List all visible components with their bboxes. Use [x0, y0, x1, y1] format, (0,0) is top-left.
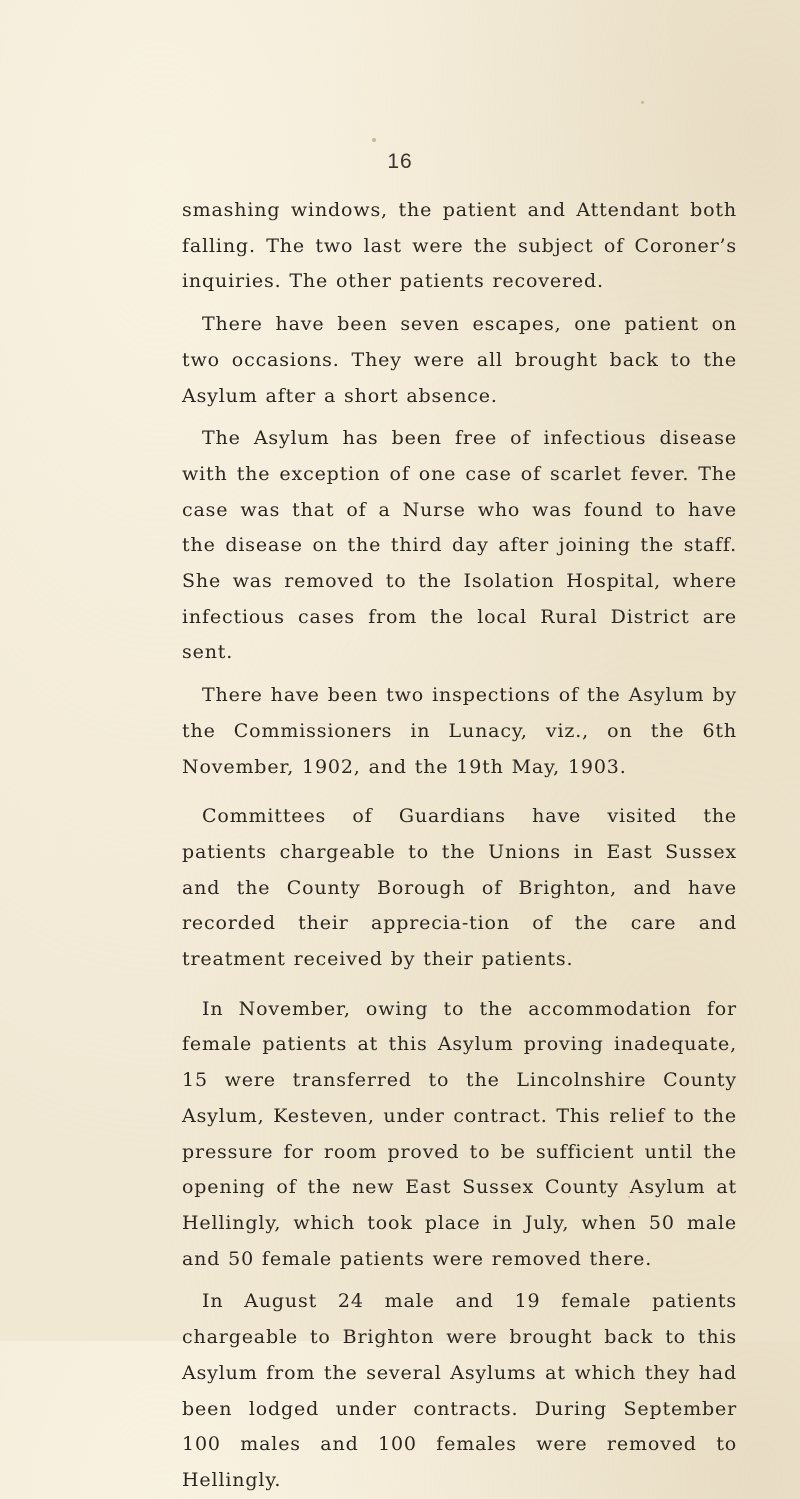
- paragraph-guardians: Committees of Guardians have visited the patients chargeable to the Unions in East Sussex and the County Borough of Brighton, and have recorded their apprecia-tion of the care and treatment received by their patients.: [182, 805, 737, 971]
- paragraph-infectious-disease: The Asylum has been free of infectious disease with the exception of one case of scarlet fever. The case was that of a Nurse who was found to have the disease on the third day after joining the staff. She was removed to the Isolation Hospital, where infectious cases from the local Rural District are sent.: [182, 427, 737, 664]
- body-text: [182, 193, 737, 1499]
- paragraph-august-return: In August 24 male and 19 female patients chargeable to Brighton were brought back to this Asylum from the several Asylums at which they had been lodged under contracts. During September 100 males and 100 females were removed to Hellingly.: [182, 1290, 737, 1491]
- paragraph-continued: smashing windows, the patient and Attendant both falling. The two last were the subject of Coroner’s inquiries. The other patients recovered.: [182, 199, 737, 293]
- paper-speck: [372, 138, 376, 142]
- page-number: 16: [387, 150, 413, 173]
- paragraph-november-transfer: In November, owing to the accommodation for female patients at this Asylum proving inadequate, 15 were transferred to the Lincolnshire County Asylum, Kesteven, under contract. This relief to the pressure for room proved to be sufficient until the opening of the new East Sussex County Asylum at Hellingly, which took place in July, when 50 male and 50 female patients were removed there.: [182, 997, 737, 1270]
- paragraph-inspections: There have been two inspections of the Asylum by the Commissioners in Lunacy, viz., on the 6th November, 1902, and the 19th May, 1903.: [182, 684, 737, 778]
- paper-speck: [641, 101, 644, 104]
- paragraph-escapes: There have been seven escapes, one patient on two occasions. They were all brought back to the Asylum after a short absence.: [182, 313, 737, 407]
